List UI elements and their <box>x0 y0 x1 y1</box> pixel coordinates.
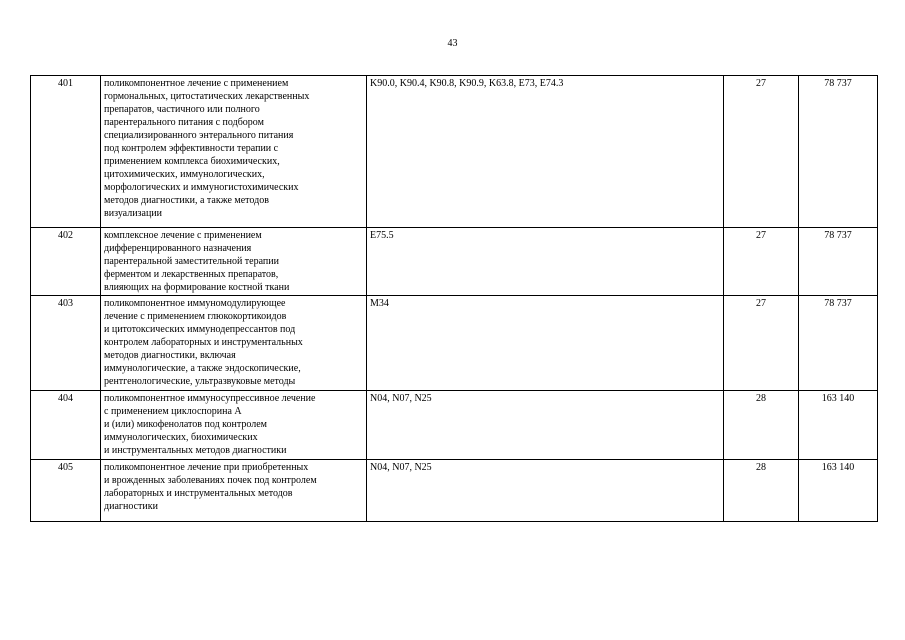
cost-value: 78 737 <box>799 228 878 296</box>
row-number: 405 <box>31 460 101 522</box>
group-number: 27 <box>724 76 799 228</box>
treatment-description <box>101 460 367 522</box>
diagnosis-codes-text: N04, N07, N25 <box>370 393 432 404</box>
diagnosis-codes <box>367 391 724 460</box>
table-row <box>31 296 878 391</box>
diagnosis-codes-text: E75.5 <box>370 230 394 241</box>
treatment-description <box>101 391 367 460</box>
treatment-description-text: поликомпонентное иммуномодулирующее лечение с применением глюкокортикоидов и цитотоксических иммунодепрессантов под контролем лабораторных и инструментальных методов диагностики, включая иммунологические, а также эндоскопические, рентгенологические, ультразвуковые методы <box>104 298 303 387</box>
diagnosis-codes <box>367 228 724 296</box>
treatment-description <box>101 296 367 391</box>
table-row <box>31 76 878 228</box>
row-number: 401 <box>31 76 101 228</box>
cost-value: 163 140 <box>799 460 878 522</box>
row-number: 403 <box>31 296 101 391</box>
table-row <box>31 228 878 296</box>
page-number: 43 <box>447 38 458 49</box>
group-number: 28 <box>724 391 799 460</box>
row-number: 402 <box>31 228 101 296</box>
diagnosis-codes <box>367 460 724 522</box>
treatment-description-text: поликомпонентное лечение при приобретенных и врожденных заболеваниях почек под контролем лабораторных и инструментальных методов диагностики <box>104 462 317 512</box>
cost-value: 78 737 <box>799 76 878 228</box>
treatment-table <box>30 75 878 522</box>
diagnosis-codes-text: N04, N07, N25 <box>370 462 432 473</box>
cost-value: 163 140 <box>799 391 878 460</box>
cost-value: 78 737 <box>799 296 878 391</box>
treatment-description-text: поликомпонентное лечение с применением гормональных, цитостатических лекарственных препаратов, частичного или полного парентерального питания с подбором специализированного энтерального питания под контролем эффективности терапии с применением комплекса биохимических, цитохимических, иммунологических, морфологических и иммуногистохимических методов диагностики, а также методов визуализации <box>104 78 310 219</box>
diagnosis-codes <box>367 296 724 391</box>
treatment-description <box>101 76 367 228</box>
group-number: 27 <box>724 228 799 296</box>
treatment-description-text: поликомпонентное иммуносупрессивное лечение с применением циклоспорина А и (или) микофенолатов под контролем иммунологических, биохимических и инструментальных методов диагностики <box>104 393 316 456</box>
diagnosis-codes <box>367 76 724 228</box>
diagnosis-codes-text: K90.0, K90.4, K90.8, K90.9, K63.8, E73, E74.3 <box>370 78 564 89</box>
table-row <box>31 460 878 522</box>
group-number: 27 <box>724 296 799 391</box>
treatment-description-text: комплексное лечение с применением дифференцированного назначения парентеральной заместительной терапии ферментом и лекарственных препаратов, влияющих на формирование костной ткани <box>104 230 290 293</box>
row-number: 404 <box>31 391 101 460</box>
diagnosis-codes-text: M34 <box>370 298 389 309</box>
group-number: 28 <box>724 460 799 522</box>
table-row <box>31 391 878 460</box>
treatment-description <box>101 228 367 296</box>
